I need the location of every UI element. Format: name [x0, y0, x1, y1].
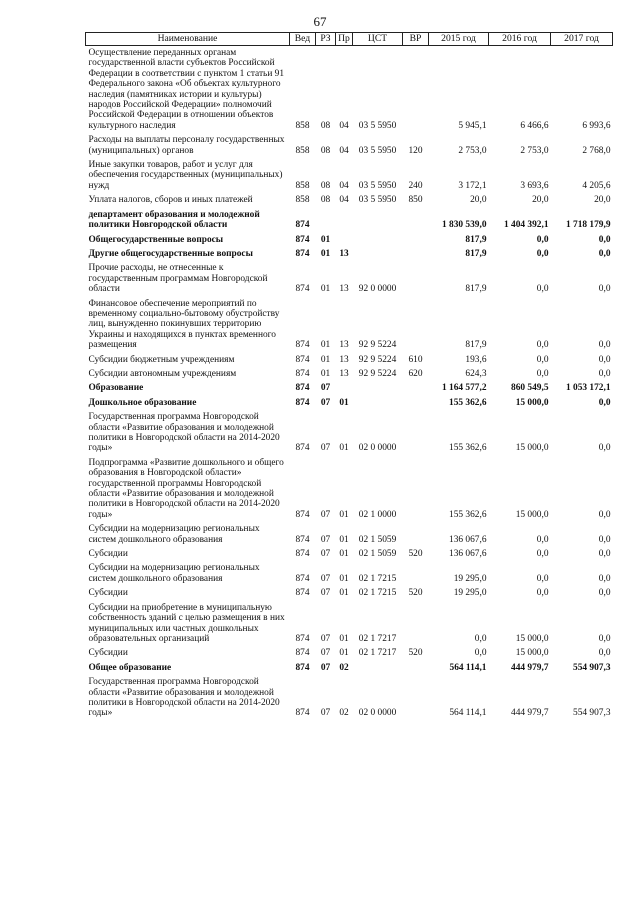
row-vr	[403, 261, 429, 296]
row-pr: 01	[339, 549, 349, 560]
row-2017: 0,0	[598, 549, 611, 560]
row-ved: 874	[295, 549, 310, 560]
table-row	[86, 646, 613, 660]
row-name: Государственная программа Новгородской области «Развитие образования и молодежной политики в Новгородской области на 2014-2020 годы»	[88, 412, 280, 454]
row-2016: 444 979,7	[511, 662, 549, 673]
row-vr	[403, 675, 429, 721]
row-rz: 07	[320, 509, 331, 520]
row-ved: 874	[295, 248, 310, 259]
row-pr: 01	[339, 633, 349, 644]
row-vr	[403, 297, 429, 353]
row-pr: 04	[339, 120, 349, 131]
row-pr: 01	[339, 534, 349, 545]
row-ved: 874	[295, 340, 310, 351]
row-cst: 03 5 5950	[358, 145, 397, 156]
row-ved: 874	[295, 443, 310, 454]
row-vr	[403, 247, 429, 261]
row-2015: 1 164 577,2	[441, 383, 487, 394]
col-header-2016: 2016 год	[489, 33, 551, 46]
row-2017: 0,0	[598, 248, 611, 259]
row-2016: 860 549,5	[511, 383, 549, 394]
col-header-rz: РЗ	[316, 33, 336, 46]
row-2016: 0,0	[536, 534, 549, 545]
row-pr: 04	[339, 180, 349, 191]
row-pr: 01	[339, 397, 349, 408]
col-header-cst: ЦСТ	[353, 33, 403, 46]
row-2015: 155 362,6	[449, 443, 487, 454]
row-2016: 0,0	[536, 573, 549, 584]
row-pr: 02	[339, 662, 349, 673]
row-pr: 01	[339, 443, 349, 454]
row-vr	[403, 661, 429, 675]
row-rz: 08	[320, 120, 331, 131]
row-name: Субсидии	[88, 549, 128, 560]
row-vr: 520	[408, 549, 423, 560]
row-ved: 858	[295, 195, 310, 206]
row-2016: 0,0	[536, 234, 549, 245]
row-pr: 04	[339, 195, 349, 206]
row-rz: 07	[320, 588, 331, 599]
row-rz: 07	[320, 383, 331, 394]
row-ved: 874	[295, 220, 310, 231]
row-vr: 520	[408, 648, 423, 659]
row-2016: 15 000,0	[515, 633, 549, 644]
row-2017: 0,0	[598, 368, 611, 379]
row-rz: 08	[320, 180, 331, 191]
row-2015: 817,9	[465, 234, 487, 245]
row-name: Дошкольное образование	[88, 397, 197, 408]
row-ved: 874	[295, 383, 310, 394]
row-2017: 0,0	[598, 234, 611, 245]
table-body	[86, 46, 613, 721]
row-rz	[316, 208, 336, 233]
table-row	[86, 261, 613, 296]
table-row	[86, 381, 613, 395]
row-cst: 02 1 7215	[358, 573, 397, 584]
row-pr: 01	[339, 509, 349, 520]
row-ved: 858	[295, 145, 310, 156]
row-rz: 07	[320, 443, 331, 454]
row-cst: 03 5 5950	[358, 120, 397, 131]
row-name: Субсидии бюджетным учреждениям	[88, 354, 235, 365]
row-2017: 554 907,3	[573, 708, 611, 719]
row-2017: 6 993,6	[582, 120, 611, 131]
row-cst: 02 1 7215	[358, 588, 397, 599]
table-row	[86, 547, 613, 561]
row-rz: 01	[320, 368, 331, 379]
row-cst: 92 9 5224	[358, 354, 397, 365]
row-ved: 874	[295, 534, 310, 545]
table-row	[86, 601, 613, 647]
table-row	[86, 297, 613, 353]
row-2016: 1 404 392,1	[503, 220, 549, 231]
table-row	[86, 353, 613, 367]
table-row	[86, 193, 613, 207]
row-2017: 0,0	[598, 397, 611, 408]
row-name: Субсидии	[88, 648, 128, 659]
row-2017: 0,0	[598, 509, 611, 520]
row-pr: 02	[339, 708, 349, 719]
row-pr: 13	[339, 368, 349, 379]
row-2017: 0,0	[598, 354, 611, 365]
row-name: Другие общегосударственные вопросы	[88, 248, 253, 259]
row-2017: 0,0	[598, 284, 611, 295]
row-2015: 155 362,6	[449, 397, 487, 408]
row-rz: 07	[320, 662, 331, 673]
row-2015: 817,9	[465, 248, 487, 259]
row-2016: 444 979,7	[511, 708, 549, 719]
row-2015: 19 295,0	[453, 573, 487, 584]
row-name: Субсидии на модернизацию региональных систем дошкольного образования	[88, 524, 260, 545]
table-row	[86, 208, 613, 233]
row-vr	[403, 601, 429, 647]
row-name: Общее образование	[88, 662, 172, 673]
row-vr: 610	[408, 354, 423, 365]
row-2017: 1 053 172,1	[565, 383, 611, 394]
row-2017: 0,0	[598, 633, 611, 644]
row-cst: 02 1 7217	[358, 648, 397, 659]
row-cst: 02 1 0000	[358, 509, 397, 520]
row-rz: 07	[320, 648, 331, 659]
row-2015: 20,0	[470, 195, 487, 206]
row-cst	[353, 208, 403, 233]
row-vr: 620	[408, 368, 423, 379]
row-name: Субсидии на приобретение в муниципальную собственность зданий с целью размещения в них муниципальных или частных дошкольных образовательных организаций	[88, 602, 285, 644]
row-2015: 1 830 539,0	[441, 220, 487, 231]
row-2017: 0,0	[598, 340, 611, 351]
row-name: Уплата налогов, сборов и иных платежей	[88, 195, 253, 206]
table-row	[86, 46, 613, 134]
row-rz: 07	[320, 573, 331, 584]
row-name: Субсидии	[88, 588, 128, 599]
row-pr: 01	[339, 648, 349, 659]
budget-table	[85, 32, 613, 721]
row-2015: 817,9	[465, 340, 487, 351]
row-2015: 136 067,6	[449, 549, 487, 560]
row-vr	[403, 396, 429, 410]
row-cst: 02 0 0000	[358, 708, 397, 719]
row-2016: 0,0	[536, 354, 549, 365]
row-rz: 08	[320, 195, 331, 206]
row-2017: 20,0	[594, 195, 611, 206]
row-cst	[353, 381, 403, 395]
row-cst: 92 0 0000	[358, 284, 397, 295]
row-name: Расходы на выплаты персоналу государственных (муниципальных) органов	[88, 135, 285, 156]
row-2016: 15 000,0	[515, 443, 549, 454]
row-pr: 01	[339, 573, 349, 584]
table-row	[86, 675, 613, 721]
row-2016: 0,0	[536, 549, 549, 560]
table-row	[86, 561, 613, 586]
row-cst	[353, 247, 403, 261]
row-rz: 07	[320, 633, 331, 644]
row-ved: 874	[295, 573, 310, 584]
row-vr	[403, 46, 429, 134]
row-2015: 3 172,1	[458, 180, 487, 191]
col-header-vr: ВР	[403, 33, 429, 46]
row-cst	[353, 396, 403, 410]
row-cst	[353, 233, 403, 247]
row-rz: 07	[320, 549, 331, 560]
table-row	[86, 661, 613, 675]
row-ved: 874	[295, 397, 310, 408]
row-vr	[403, 410, 429, 456]
row-2015: 155 362,6	[449, 509, 487, 520]
row-vr	[403, 233, 429, 247]
row-pr: 13	[339, 248, 349, 259]
row-ved: 874	[295, 633, 310, 644]
row-pr	[336, 381, 353, 395]
row-vr: 240	[408, 180, 423, 191]
table-row	[86, 367, 613, 381]
row-ved: 874	[295, 368, 310, 379]
table-row	[86, 133, 613, 158]
row-rz: 01	[320, 284, 331, 295]
row-cst	[353, 661, 403, 675]
row-2015: 817,9	[465, 284, 487, 295]
row-vr	[403, 208, 429, 233]
row-ved: 874	[295, 284, 310, 295]
row-pr	[336, 233, 353, 247]
row-2015: 0,0	[474, 648, 487, 659]
row-2016: 0,0	[536, 368, 549, 379]
table-row	[86, 247, 613, 261]
row-2015: 19 295,0	[453, 588, 487, 599]
row-2016: 15 000,0	[515, 397, 549, 408]
table-row	[86, 586, 613, 600]
row-2017: 2 768,0	[582, 145, 611, 156]
page-number: 67	[313, 14, 327, 29]
row-ved: 874	[295, 234, 310, 245]
row-name: Общегосударственные вопросы	[88, 234, 224, 245]
col-header-2017: 2017 год	[551, 33, 613, 46]
row-2015: 564 114,1	[449, 708, 487, 719]
row-vr	[403, 561, 429, 586]
row-pr: 01	[339, 588, 349, 599]
row-2017: 0,0	[598, 588, 611, 599]
row-rz: 01	[320, 340, 331, 351]
row-name: Иные закупки товаров, работ и услуг для обеспечения государственных (муниципальных) нужд	[88, 160, 283, 191]
row-2015: 564 114,1	[449, 662, 487, 673]
table-row	[86, 456, 613, 522]
row-2017: 0,0	[598, 534, 611, 545]
table-row	[86, 522, 613, 547]
row-rz: 07	[320, 397, 331, 408]
row-name: Финансовое обеспечение мероприятий по временному социально-бытовому обустройству лиц, вынужденно покинувших территорию Украины и находящихся в пунктах временного размещения	[88, 298, 280, 351]
row-rz: 01	[320, 354, 331, 365]
col-header-2015: 2015 год	[429, 33, 489, 46]
row-ved: 874	[295, 588, 310, 599]
row-ved: 858	[295, 120, 310, 131]
row-name: Субсидии автономным учреждениям	[88, 368, 237, 379]
row-cst: 02 1 7217	[358, 633, 397, 644]
row-ved: 874	[295, 662, 310, 673]
table-header-row	[86, 33, 613, 46]
row-2016: 3 693,6	[520, 180, 549, 191]
col-header-pr: Пр	[336, 33, 353, 46]
row-2017: 0,0	[598, 573, 611, 584]
row-pr: 13	[339, 354, 349, 365]
row-name: Образование	[88, 383, 144, 394]
row-vr: 120	[408, 145, 423, 156]
row-2016: 6 466,6	[520, 120, 549, 131]
table-row	[86, 396, 613, 410]
table-row	[86, 233, 613, 247]
row-2015: 136 067,6	[449, 534, 487, 545]
row-rz: 01	[320, 248, 331, 259]
row-cst: 02 0 0000	[358, 443, 397, 454]
row-ved: 874	[295, 509, 310, 520]
table-row	[86, 158, 613, 193]
row-2015: 5 945,1	[458, 120, 487, 131]
col-header-ved: Вед	[290, 33, 316, 46]
row-2017: 0,0	[598, 443, 611, 454]
col-header-name: Наименование	[86, 33, 290, 46]
row-2017: 1 718 179,9	[565, 220, 611, 231]
row-cst: 03 5 5950	[358, 195, 397, 206]
row-name: Субсидии на модернизацию региональных систем дошкольного образования	[88, 563, 260, 584]
row-cst: 02 1 5059	[358, 534, 397, 545]
row-pr	[336, 208, 353, 233]
row-pr: 04	[339, 145, 349, 156]
row-name: департамент образования и молодежной политики Новгородской области	[88, 209, 260, 231]
row-2016: 0,0	[536, 248, 549, 259]
row-2015: 624,3	[465, 368, 487, 379]
row-2016: 15 000,0	[515, 509, 549, 520]
row-name: Осуществление переданных органам государственной власти субъектов Российской Федерации в соответствии с пунктом 1 статьи 91 Федерального закона «Об объектах культурного наследия (памятниках истории и культуры) народов Российской Федерации» полномочий Российской Федерации в отношении объектов культурного наследия	[88, 48, 285, 131]
row-vr	[403, 381, 429, 395]
row-name: Государственная программа Новгородской области «Развитие образования и молодежной политики в Новгородской области на 2014-2020 годы»	[88, 677, 280, 719]
row-pr: 13	[339, 340, 349, 351]
row-ved: 858	[295, 180, 310, 191]
row-rz: 07	[320, 708, 331, 719]
row-cst: 02 1 5059	[358, 549, 397, 560]
row-rz: 07	[320, 534, 331, 545]
row-cst: 92 9 5224	[358, 368, 397, 379]
row-ved: 874	[295, 648, 310, 659]
row-cst: 92 9 5224	[358, 340, 397, 351]
row-2016: 15 000,0	[515, 648, 549, 659]
row-vr: 520	[408, 588, 423, 599]
row-pr: 13	[339, 284, 349, 295]
table-row	[86, 410, 613, 456]
row-2015: 0,0	[474, 633, 487, 644]
row-vr	[403, 522, 429, 547]
row-vr: 850	[408, 195, 423, 206]
row-2016: 0,0	[536, 588, 549, 599]
row-2016: 2 753,0	[520, 145, 549, 156]
row-name: Подпрограмма «Развитие дошкольного и общего образования в Новгородской области» государственной программы Новгородской области «Развитие образования и молодежной политики в Новгородской области на 2014-2020 годы»	[88, 457, 284, 520]
row-2016: 0,0	[536, 284, 549, 295]
row-rz: 01	[320, 234, 331, 245]
row-2016: 0,0	[536, 340, 549, 351]
row-2017: 554 907,3	[573, 662, 611, 673]
row-2015: 2 753,0	[458, 145, 487, 156]
row-vr	[403, 456, 429, 522]
row-2016: 20,0	[532, 195, 549, 206]
row-cst: 03 5 5950	[358, 180, 397, 191]
row-name: Прочие расходы, не отнесенные к государственным программам Новгородской области	[88, 263, 268, 295]
row-2015: 193,6	[465, 354, 487, 365]
row-ved: 874	[295, 354, 310, 365]
row-2017: 0,0	[598, 648, 611, 659]
row-2017: 4 205,6	[582, 180, 611, 191]
row-rz: 08	[320, 145, 331, 156]
row-ved: 874	[295, 708, 310, 719]
